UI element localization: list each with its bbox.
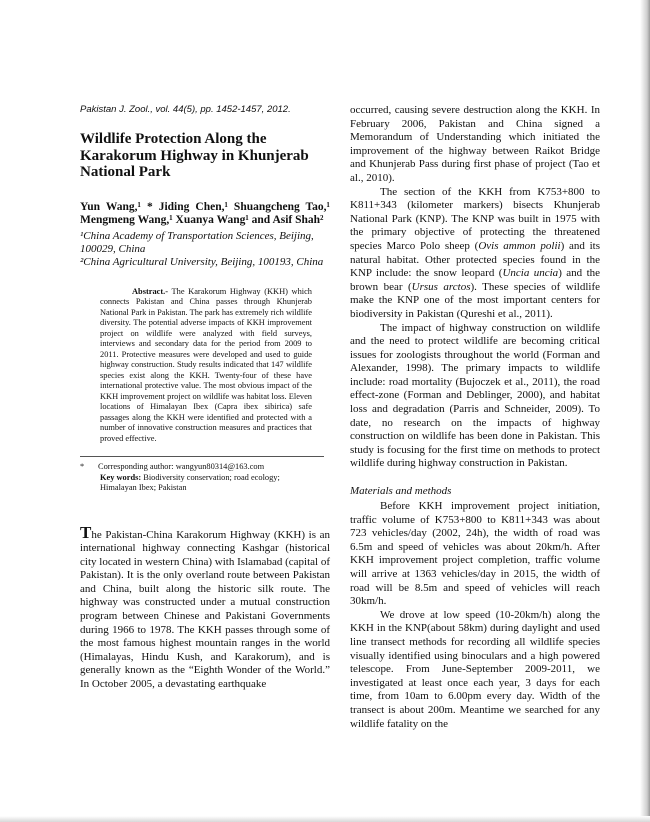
paragraph-5: We drove at low speed (10-20km/h) along the KKH in the KNP(about 58km) during daylight and used line transect methods for recording all wildlife species visually identified using binoculars and a high powered telescope. From June-September 2009-2011, we investigated at least once each year, 3 days for each time, from 10am to 6.00pm every day. Width of the transect is about 200m. Meantime we searched for any wildlife fatality on the (350, 608, 600, 730)
intro-text: he Pakistan-China Karakorum Highway (KKH) is an international highway connecting Kashgar (historical city located in western China) with Islamabad (capital of Pakistan). It is the only overland route between Pakistan and China, built along the historic silk route. The highway was constructed under a mutual construction program between Chinese and Pakistani Governments during 1966 to 1978. The KKH passes through some of the most famous highest mountain ranges in the world (Himalayas, Hindu Kush, and Karakorum), and is generally known as the “Eighth Wonder of the World.” In October 2005, a devastating earthquake (80, 528, 330, 691)
footnote-star: * (80, 462, 85, 471)
drop-cap: T (80, 522, 92, 542)
keywords (100, 473, 312, 494)
corresponding-author (80, 462, 330, 473)
footnote-rule (80, 456, 324, 457)
affiliation-1: ¹China Academy of Transportation Sciences, Beijing, 100029, China (80, 229, 314, 255)
corresponding-email[interactable]: Corresponding author: wangyun80314@163.com (98, 462, 265, 471)
right-column (350, 104, 600, 731)
abstract-heading: Abstract.- (132, 286, 169, 296)
abstract-text: The Karakorum Highway (KKH) which connects Pakistan and China passes through Khunjerab National Park in Pakistan. The park has extremely rich wildlife diversity. The potential adverse impacts of KKH improvement project on wildlife were analyzed with field surveys, interviews and secondary data for the period from 2009 to 2011. Protective measures were developed and used to guide highway construction. Study results indicated that 147 wildlife species exist along the KKH. Twenty-four of these have international protective value. The most obvious impact of the KKH improvement project on wildlife was habitat loss. Eleven locations of Himalayan Ibex (Capra ibex sibirica) safe passages along the KKH were identified and protected with a number of innovative construction measures and practices that proved effective. (100, 286, 312, 443)
section-heading-methods: Materials and methods (350, 485, 452, 498)
left-column (80, 104, 330, 692)
author-list: Yun Wang,¹ * Jiding Chen,¹ Shuangcheng Tao,¹ Mengmeng Wang,¹ Xuanya Wang¹ and Asif Shah² (80, 200, 330, 226)
paper-title: Wildlife Protection Along the Karakorum Highway in Khunjerab National Park (80, 131, 309, 180)
affiliation-2: ²China Agricultural University, Beijing, 100193, China (80, 255, 324, 268)
paragraph-3: The impact of highway construction on wildlife and the need to protect wildlife are becoming critical issues for zoologists throughout the world (Forman and Alexander, 1998). The primary impacts to wildlife include: road mortality (Bujoczek et al., 2011), the road effect-zone (Forman and Deblinger, 2000), and habitat loss and degradation (Parris and Schneider, 2009). To date, no research on the impacts of highway construction on wildlife has been done in Pakistan. This study is focusing for the first time on methods to protect wildlife during highway construction in Pakistan. (350, 321, 600, 470)
keywords-heading: Key words: (100, 472, 142, 482)
abstract (100, 287, 312, 445)
page-edge-shadow (640, 0, 650, 822)
journal-citation: Pakistan J. Zool., vol. 44(5), pp. 1452-1457, 2012. (80, 104, 291, 115)
intro-paragraph (80, 522, 330, 692)
paragraph-4: Before KKH improvement project initiation, traffic volume of K753+800 to K811+343 was about 723 vehicles/day (2002, 24h), the width of road was 6.5m and speed of vehicles was about 20km/h. After KKH improvement project completion, traffic volume will arrive at 1363 vehicles/day in 2015, the width of road will be 8.5m and speed of vehicles will reach 30km/h. (350, 500, 600, 608)
paragraph-1: occurred, causing severe destruction along the KKH. In February 2006, Pakistan and China signed a Memorandum of Understanding which initiated the improvement of the highway between Raikot Bridge and Khunjerab Pass during first phase of project (Tao et al., 2010). (350, 104, 600, 184)
keywords-text: Biodiversity conservation; road ecology; Himalayan Ibex; Pakistan (100, 472, 280, 492)
page-bottom-shadow (0, 816, 650, 822)
paragraph-2: The section of the KKH from K753+800 to K811+343 (kilometer markers) bisects Khunjerab National Park (KNP). The KNP was built in 1975 with the primary objective of protecting the threatened species Marco Polo sheep (Ovis ammon polii) and its natural habitat. Other protected species found in the KNP include: the snow leopard (Uncia uncia) and the brown bear (Ursus arctos). These species of wildlife make the KNP one of the most important centers for biodiversity in Pakistan (Qureshi et al., 2011). (350, 185, 601, 320)
